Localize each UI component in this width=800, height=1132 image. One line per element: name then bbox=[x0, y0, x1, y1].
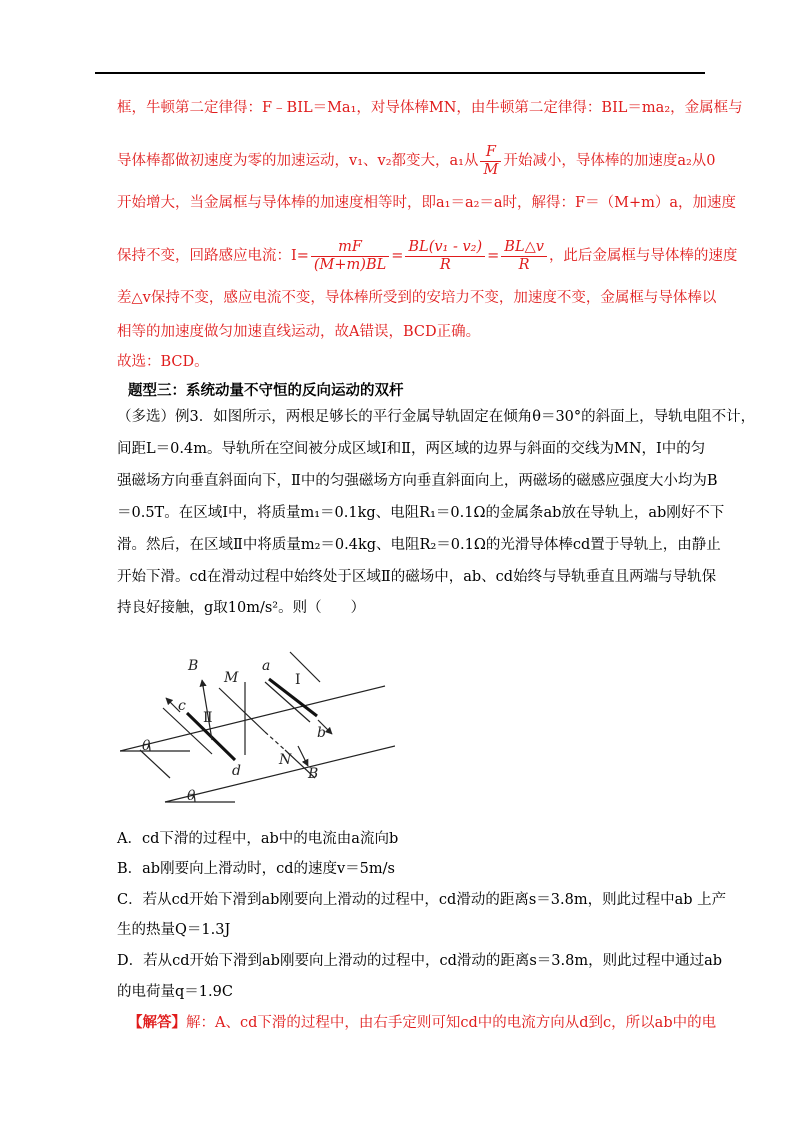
section-title: 题型三：系统动量不守恒的反向运动的双杆 bbox=[128, 382, 404, 399]
fraction-current-3 bbox=[501, 239, 547, 274]
label-a: a bbox=[262, 658, 271, 674]
label-b-top: B bbox=[188, 658, 199, 674]
solution-line-4-start: 保持不变，回路感应电流：I= bbox=[117, 248, 309, 264]
fraction-numerator: F bbox=[480, 144, 501, 162]
answer-text: 解：A、cd下滑的过程中，由右手定则可知cd中的电流方向从d到c，所以ab中的电 bbox=[186, 1015, 717, 1031]
fraction-current-1 bbox=[311, 239, 389, 274]
label-d: d bbox=[232, 763, 241, 779]
answer-tag: 【解答】 bbox=[128, 1014, 186, 1031]
solution-line-1: 框，牛顿第二定律得：F﹣BIL＝Ma₁，对导体棒MN，由牛顿第二定律得：BIL＝ma₂，金属框与 bbox=[117, 100, 743, 116]
question-line-1: （多选）例3．如图所示，两根足够长的平行金属导轨固定在倾角θ＝30°的斜面上，导轨电阻不计， bbox=[117, 409, 756, 425]
solution-line-2-start: 导体棒都做初速度为零的加速运动，v₁、v₂都变大，a₁从 bbox=[117, 153, 479, 169]
fraction-f-over-m bbox=[480, 144, 501, 179]
solution-line-2-end: 开始减小，导体棒的加速度a₂从0 bbox=[503, 153, 716, 169]
fraction-numerator: mF bbox=[311, 239, 389, 257]
label-c: c bbox=[178, 698, 186, 714]
fraction-numerator: BL(v₁ - v₂) bbox=[405, 239, 485, 257]
fraction-denominator: M bbox=[483, 161, 499, 178]
question-line-5: 滑。然后，在区域Ⅱ中将质量m₂＝0.4kg、电阻R₂＝0.1Ω的光滑导体棒cd置于导轨上，由静止 bbox=[117, 537, 721, 553]
label-b: b bbox=[317, 725, 326, 741]
header-rule bbox=[95, 72, 705, 74]
label-b-bottom: B bbox=[308, 766, 319, 782]
fraction-denominator: (M+m)BL bbox=[313, 256, 387, 273]
question-line-4: ＝0.5T。在区域Ⅰ中，将质量m₁＝0.1kg、电阻R₁＝0.1Ω的金属条ab放在导轨上，ab刚好不下 bbox=[117, 505, 725, 521]
solution-line-4: 保持不变，回路感应电流：I= $\frac{mF}{(M+m)BL}$ = $\frac{\text{BL(v₁ - v₂)}}{R}$ = $\frac{BL\triangle v}{R}$ ，此后金属框与导体棒的速度 bbox=[117, 238, 738, 273]
solution-line-3: 开始增大，当金属框与导体棒的加速度相等时，即a₁＝a₂＝a时，解得：F＝（M+m）a，加速度 bbox=[117, 195, 737, 211]
option-d-line-1: D．若从cd开始下滑到ab刚要向上滑动的过程中，cd滑动的距离s＝3.8m，则此过程中通过ab bbox=[117, 953, 723, 969]
option-a: A．cd下滑的过程中，ab中的电流由a流向b bbox=[117, 831, 399, 847]
solution-line-7: 故选：BCD。 bbox=[117, 354, 209, 370]
rails-figure bbox=[120, 650, 395, 805]
region-II-line bbox=[140, 750, 170, 778]
option-d-line-2: 的电荷量q＝1.9C bbox=[117, 984, 233, 1000]
question-line-7: 持良好接触，g取10m/s²。则（ ） bbox=[117, 600, 366, 616]
solution-line-6: 相等的加速度做匀加速直线运动，故A错误，BCD正确。 bbox=[117, 324, 481, 340]
label-region-i: Ⅰ bbox=[295, 672, 301, 688]
question-line-2: 间距L＝0.4m。导轨所在空间被分成区域Ⅰ和Ⅱ，两区域的边界与斜面的交线为MN，Ⅰ中的匀 bbox=[117, 441, 706, 457]
upper-rail bbox=[120, 686, 385, 751]
fraction-denominator: R bbox=[439, 256, 451, 273]
solution-line-2 bbox=[117, 141, 716, 181]
option-c-line-1: C．若从cd开始下滑到ab刚要向上滑动的过程中，cd滑动的距离s＝3.8m，则此过程中ab 上产 bbox=[117, 892, 727, 908]
label-region-ii: Ⅱ bbox=[203, 710, 213, 726]
option-c-line-2: 生的热量Q＝1.3J bbox=[117, 922, 231, 938]
solution-line-4-end: ，此后金属框与导体棒的速度 bbox=[548, 248, 738, 264]
label-m: M bbox=[224, 670, 239, 686]
label-theta-1: θ bbox=[142, 738, 151, 754]
label-n: N bbox=[279, 752, 292, 768]
boundary-mn-dashed bbox=[265, 732, 285, 750]
option-b: B．ab刚要向上滑动时，cd的速度v＝5m/s bbox=[117, 861, 395, 877]
bar-ab bbox=[269, 679, 317, 716]
bar-ab-extension bbox=[265, 682, 310, 722]
fraction-current-2 bbox=[405, 239, 485, 274]
answer-line bbox=[128, 1013, 716, 1033]
fraction-numerator: BL△v bbox=[501, 239, 547, 257]
label-theta-2: θ bbox=[187, 788, 196, 804]
question-line-3: 强磁场方向垂直斜面向下，Ⅱ中的匀强磁场方向垂直斜面向上，两磁场的磁感应强度大小均为B bbox=[117, 473, 718, 489]
fraction-denominator: R bbox=[518, 256, 530, 273]
question-line-6: 开始下滑。cd在滑动过程中始终处于区域Ⅱ的磁场中，ab、cd始终与导轨垂直且两端与导轨保 bbox=[117, 569, 717, 585]
solution-line-5: 差△v保持不变，感应电流不变，导体棒所受到的安培力不变，加速度不变，金属框与导体棒以 bbox=[117, 290, 717, 306]
